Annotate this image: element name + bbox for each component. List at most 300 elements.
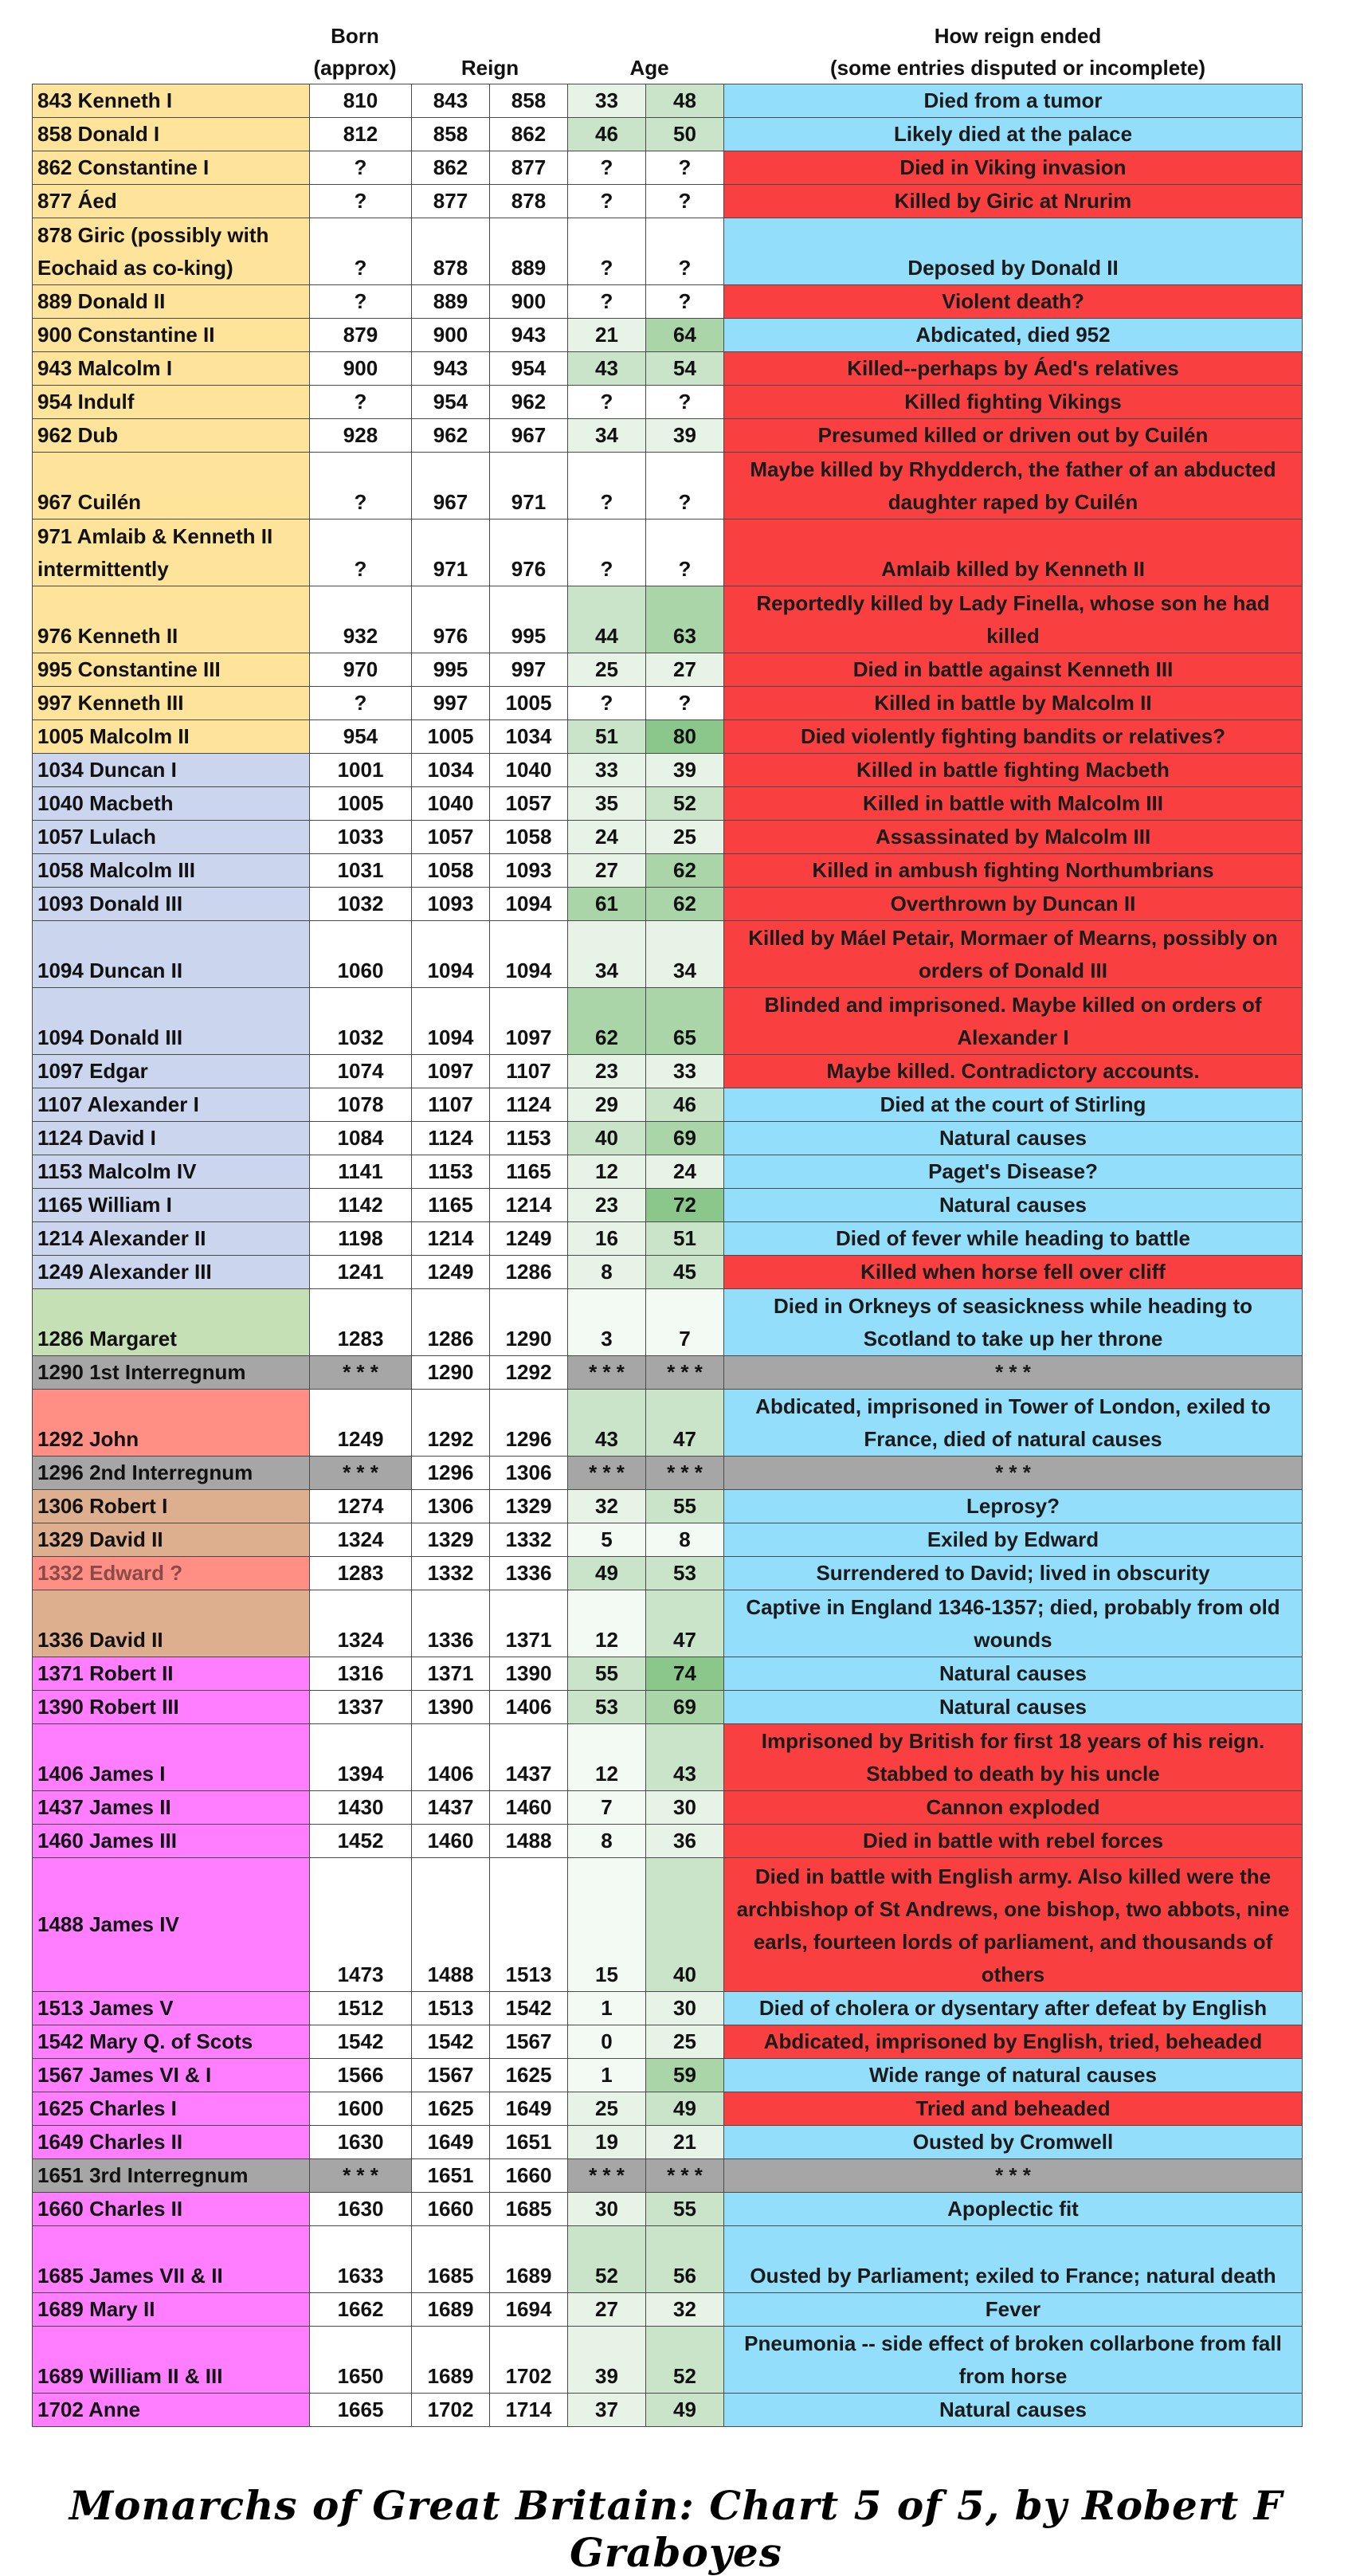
monarch-name-cell: 1460 James III <box>33 1825 310 1858</box>
how-reign-ended-cell: Overthrown by Duncan II <box>724 888 1303 921</box>
born-year-cell: 1283 <box>310 1289 412 1356</box>
age-at-start-cell: 1 <box>568 2059 646 2092</box>
monarch-name-cell: 1107 Alexander I <box>33 1088 310 1122</box>
monarch-name-cell: 1306 Robert I <box>33 1490 310 1523</box>
how-reign-ended-cell: Pneumonia -- side effect of broken collarbone from fall from horse <box>724 2327 1303 2394</box>
table-row <box>33 1189 1303 1222</box>
reign-end-cell: 1040 <box>490 754 568 787</box>
reign-end-cell: 1094 <box>490 888 568 921</box>
age-at-start-cell: 12 <box>568 1590 646 1657</box>
table-row <box>33 1657 1303 1691</box>
born-year-cell: 970 <box>310 653 412 687</box>
monarch-name-cell: 1057 Lulach <box>33 821 310 854</box>
age-at-end-cell: 55 <box>646 1490 724 1523</box>
born-header: Born <box>331 24 379 48</box>
reign-end-cell: 1306 <box>490 1457 568 1490</box>
reign-start-cell: 1040 <box>412 787 490 821</box>
age-at-start-cell: 0 <box>568 2025 646 2059</box>
reign-start-cell: 1292 <box>412 1390 490 1457</box>
reign-start-cell: 1034 <box>412 754 490 787</box>
reign-end-cell: 889 <box>490 218 568 285</box>
table-row <box>33 720 1303 754</box>
age-at-start-cell: ? <box>568 285 646 319</box>
age-at-start-cell: 25 <box>568 653 646 687</box>
table-row <box>33 1256 1303 1289</box>
how-reign-ended-cell: Killed in battle with Malcolm III <box>724 787 1303 821</box>
monarch-name-cell: 1625 Charles I <box>33 2092 310 2126</box>
born-year-cell: ? <box>310 386 412 419</box>
table-row <box>33 1590 1303 1657</box>
age-at-start-cell: 27 <box>568 854 646 888</box>
age-at-end-cell: 49 <box>646 2092 724 2126</box>
age-at-start-cell: 25 <box>568 2092 646 2126</box>
table-row <box>33 854 1303 888</box>
age-at-end-cell: 45 <box>646 1256 724 1289</box>
table-row <box>33 1457 1303 1490</box>
age-at-end-cell: 46 <box>646 1088 724 1122</box>
reign-end-cell: 1371 <box>490 1590 568 1657</box>
monarch-name-cell: 1390 Robert III <box>33 1691 310 1724</box>
table-row <box>33 1356 1303 1390</box>
reign-end-cell: 1292 <box>490 1356 568 1390</box>
born-year-cell: ? <box>310 218 412 285</box>
how-reign-ended-cell: Amlaib killed by Kenneth II <box>724 520 1303 586</box>
table-row <box>33 2327 1303 2394</box>
how-reign-ended-cell: Captive in England 1346-1357; died, probably from old wounds <box>724 1590 1303 1657</box>
how-reign-ended-cell: Died from a tumor <box>724 84 1303 118</box>
age-at-end-cell: 36 <box>646 1825 724 1858</box>
how-reign-ended-cell: Killed in ambush fighting Northumbrians <box>724 854 1303 888</box>
age-at-start-cell: 37 <box>568 2394 646 2427</box>
age-at-start-cell: * * * <box>568 1356 646 1390</box>
table-row <box>33 821 1303 854</box>
reign-end-cell: 862 <box>490 118 568 151</box>
how-reign-ended-cell: Killed in battle fighting Macbeth <box>724 754 1303 787</box>
age-at-start-cell: 23 <box>568 1055 646 1088</box>
how-reign-ended-cell: Died in battle with rebel forces <box>724 1825 1303 1858</box>
age-at-end-cell: * * * <box>646 1356 724 1390</box>
table-row <box>33 1825 1303 1858</box>
reign-start-cell: 1057 <box>412 821 490 854</box>
reign-end-cell: 976 <box>490 520 568 586</box>
monarch-name-cell: 862 Constantine I <box>33 151 310 185</box>
how-reign-ended-cell: Killed by Máel Petair, Mormaer of Mearns, possibly on orders of Donald III <box>724 921 1303 988</box>
age-at-start-cell: 19 <box>568 2126 646 2159</box>
reign-start-cell: 995 <box>412 653 490 687</box>
table-row <box>33 1791 1303 1825</box>
age-at-start-cell: ? <box>568 687 646 720</box>
born-year-cell: 900 <box>310 352 412 386</box>
monarch-name-cell: 1005 Malcolm II <box>33 720 310 754</box>
born-year-cell: 812 <box>310 118 412 151</box>
reign-start-cell: 1124 <box>412 1122 490 1155</box>
born-year-cell: 1032 <box>310 888 412 921</box>
monarch-name-cell: 889 Donald II <box>33 285 310 319</box>
how-reign-ended-cell: Apoplectic fit <box>724 2193 1303 2226</box>
table-row <box>33 1088 1303 1122</box>
how-reign-ended-cell: Abdicated, died 952 <box>724 319 1303 352</box>
table-row <box>33 1122 1303 1155</box>
table-row <box>33 754 1303 787</box>
reign-end-cell: 995 <box>490 586 568 653</box>
monarch-name-cell: 1249 Alexander III <box>33 1256 310 1289</box>
age-at-start-cell: 33 <box>568 754 646 787</box>
reign-end-cell: 1625 <box>490 2059 568 2092</box>
table-row <box>33 1992 1303 2025</box>
monarch-name-cell: 1702 Anne <box>33 2394 310 2427</box>
monarch-name-cell: 943 Malcolm I <box>33 352 310 386</box>
age-at-end-cell: ? <box>646 285 724 319</box>
reign-start-cell: 1005 <box>412 720 490 754</box>
born-year-cell: 1630 <box>310 2193 412 2226</box>
table-row <box>33 2059 1303 2092</box>
born-year-cell: 1473 <box>310 1858 412 1992</box>
born-year-cell: ? <box>310 520 412 586</box>
born-year-cell: ? <box>310 687 412 720</box>
age-at-start-cell: 39 <box>568 2327 646 2394</box>
monarch-name-cell: 1685 James VII & II <box>33 2226 310 2293</box>
reign-start-cell: 967 <box>412 453 490 520</box>
table-row <box>33 1858 1303 1992</box>
reign-start-cell: 1214 <box>412 1222 490 1256</box>
how-reign-ended-cell: Killed in battle by Malcolm II <box>724 687 1303 720</box>
reign-start-cell: 1689 <box>412 2293 490 2327</box>
reign-start-cell: 1460 <box>412 1825 490 1858</box>
how-reign-ended-cell: Wide range of natural causes <box>724 2059 1303 2092</box>
reign-end-cell: 1513 <box>490 1858 568 1992</box>
born-year-cell: 1512 <box>310 1992 412 2025</box>
reign-start-cell: 1513 <box>412 1992 490 2025</box>
table-row <box>33 185 1303 218</box>
age-at-end-cell: 56 <box>646 2226 724 2293</box>
monarch-name-cell: 1214 Alexander II <box>33 1222 310 1256</box>
reign-start-cell: 843 <box>412 84 490 118</box>
born-year-cell: ? <box>310 185 412 218</box>
age-at-end-cell: 59 <box>646 2059 724 2092</box>
monarch-name-cell: 900 Constantine II <box>33 319 310 352</box>
reign-end-cell: 1488 <box>490 1825 568 1858</box>
monarch-table <box>32 84 1303 2427</box>
age-at-end-cell: 47 <box>646 1590 724 1657</box>
reign-start-cell: 962 <box>412 419 490 453</box>
age-at-end-cell: 50 <box>646 118 724 151</box>
born-year-cell: * * * <box>310 1457 412 1490</box>
how-reign-ended-cell: Natural causes <box>724 1657 1303 1691</box>
reign-end-cell: 1660 <box>490 2159 568 2193</box>
age-at-start-cell: 52 <box>568 2226 646 2293</box>
age-at-start-cell: 8 <box>568 1825 646 1858</box>
reign-start-cell: 1390 <box>412 1691 490 1724</box>
table-row <box>33 285 1303 319</box>
born-year-cell: 1241 <box>310 1256 412 1289</box>
reign-start-cell: 1371 <box>412 1657 490 1691</box>
reign-start-cell: 1660 <box>412 2193 490 2226</box>
monarch-name-cell: 1689 Mary II <box>33 2293 310 2327</box>
table-row <box>33 988 1303 1055</box>
how-reign-ended-cell: Natural causes <box>724 1189 1303 1222</box>
monarch-name-cell: 976 Kenneth II <box>33 586 310 653</box>
table-row <box>33 787 1303 821</box>
table-row <box>33 151 1303 185</box>
how-reign-ended-cell: Died of fever while heading to battle <box>724 1222 1303 1256</box>
reign-end-cell: 1460 <box>490 1791 568 1825</box>
monarch-name-cell: 1153 Malcolm IV <box>33 1155 310 1189</box>
table-row <box>33 84 1303 118</box>
table-row <box>33 1724 1303 1791</box>
how-reign-ended-cell: Ousted by Parliament; exiled to France; natural death <box>724 2226 1303 2293</box>
monarch-name-cell: 1336 David II <box>33 1590 310 1657</box>
age-at-end-cell: 32 <box>646 2293 724 2327</box>
reign-header: Reign <box>460 56 519 80</box>
table-row <box>33 352 1303 386</box>
reign-end-cell: 1332 <box>490 1523 568 1557</box>
how-reign-ended-cell: Fever <box>724 2293 1303 2327</box>
age-at-start-cell: 62 <box>568 988 646 1055</box>
born-year-cell: 1031 <box>310 854 412 888</box>
monarch-name-cell: 1406 James I <box>33 1724 310 1791</box>
monarch-name-cell: 1513 James V <box>33 1992 310 2025</box>
born-year-cell: 810 <box>310 84 412 118</box>
reign-start-cell: 976 <box>412 586 490 653</box>
age-at-end-cell: 25 <box>646 2025 724 2059</box>
age-at-end-cell: 52 <box>646 787 724 821</box>
table-row <box>33 1289 1303 1356</box>
age-at-start-cell: 5 <box>568 1523 646 1557</box>
monarch-name-cell: 1660 Charles II <box>33 2193 310 2226</box>
monarch-name-cell: 1093 Donald III <box>33 888 310 921</box>
how-reign-ended-cell: Deposed by Donald II <box>724 218 1303 285</box>
age-at-end-cell: ? <box>646 687 724 720</box>
reign-end-cell: 1094 <box>490 921 568 988</box>
table-row <box>33 2293 1303 2327</box>
age-at-end-cell: 72 <box>646 1189 724 1222</box>
reign-end-cell: 997 <box>490 653 568 687</box>
age-at-end-cell: 30 <box>646 1992 724 2025</box>
born-year-cell: * * * <box>310 1356 412 1390</box>
reign-end-cell: 943 <box>490 319 568 352</box>
born-year-cell: ? <box>310 453 412 520</box>
born-year-cell: 1650 <box>310 2327 412 2394</box>
age-at-start-cell: ? <box>568 151 646 185</box>
how-reign-ended-cell: Presumed killed or driven out by Cuilén <box>724 419 1303 453</box>
reign-end-cell: 1406 <box>490 1691 568 1724</box>
reign-start-cell: 1093 <box>412 888 490 921</box>
reign-end-cell: 1542 <box>490 1992 568 2025</box>
age-at-end-cell: 39 <box>646 419 724 453</box>
reign-start-cell: 997 <box>412 687 490 720</box>
reign-end-cell: 1329 <box>490 1490 568 1523</box>
reign-end-cell: 1437 <box>490 1724 568 1791</box>
reign-start-cell: 1649 <box>412 2126 490 2159</box>
born-year-cell: 1630 <box>310 2126 412 2159</box>
table-row <box>33 2394 1303 2427</box>
reign-start-cell: 1651 <box>412 2159 490 2193</box>
age-at-end-cell: 49 <box>646 2394 724 2427</box>
age-header: Age <box>629 56 669 80</box>
born-year-cell: 1662 <box>310 2293 412 2327</box>
reign-end-cell: 1286 <box>490 1256 568 1289</box>
age-at-end-cell: 21 <box>646 2126 724 2159</box>
reign-start-cell: 1286 <box>412 1289 490 1356</box>
reign-start-cell: 1058 <box>412 854 490 888</box>
table-row <box>33 1490 1303 1523</box>
age-at-start-cell: ? <box>568 453 646 520</box>
monarch-name-cell: 962 Dub <box>33 419 310 453</box>
age-at-start-cell: 15 <box>568 1858 646 1992</box>
table-row <box>33 118 1303 151</box>
reign-start-cell: 878 <box>412 218 490 285</box>
monarch-name-cell: 878 Giric (possibly with Eochaid as co-king) <box>33 218 310 285</box>
reign-end-cell: 967 <box>490 419 568 453</box>
table-row <box>33 453 1303 520</box>
table-row <box>33 218 1303 285</box>
age-at-end-cell: 51 <box>646 1222 724 1256</box>
age-at-start-cell: 55 <box>568 1657 646 1691</box>
age-at-start-cell: 16 <box>568 1222 646 1256</box>
table-row <box>33 1691 1303 1724</box>
table-row <box>33 888 1303 921</box>
age-at-end-cell: 52 <box>646 2327 724 2394</box>
age-at-start-cell: 35 <box>568 787 646 821</box>
table-row <box>33 653 1303 687</box>
age-at-end-cell: 39 <box>646 754 724 787</box>
table-row <box>33 319 1303 352</box>
age-at-start-cell: 7 <box>568 1791 646 1825</box>
table-row <box>33 1557 1303 1590</box>
monarch-name-cell: 967 Cuilén <box>33 453 310 520</box>
age-at-start-cell: 51 <box>568 720 646 754</box>
age-at-start-cell: 12 <box>568 1155 646 1189</box>
born-year-cell: 1324 <box>310 1523 412 1557</box>
how-reign-ended-cell: Killed fighting Vikings <box>724 386 1303 419</box>
reign-end-cell: 1107 <box>490 1055 568 1088</box>
reign-start-cell: 1306 <box>412 1490 490 1523</box>
reign-end-cell: 1651 <box>490 2126 568 2159</box>
how-reign-ended-cell: Died of cholera or dysentary after defeat by English <box>724 1992 1303 2025</box>
how-reign-ended-cell: Cannon exploded <box>724 1791 1303 1825</box>
age-at-end-cell: ? <box>646 386 724 419</box>
age-at-start-cell: 32 <box>568 1490 646 1523</box>
born-year-cell: 1337 <box>310 1691 412 1724</box>
how-reign-ended-cell: Reportedly killed by Lady Finella, whose son he had killed <box>724 586 1303 653</box>
table-row <box>33 520 1303 586</box>
reign-start-cell: 1329 <box>412 1523 490 1557</box>
reign-end-cell: 1034 <box>490 720 568 754</box>
reign-end-cell: 1649 <box>490 2092 568 2126</box>
monarch-name-cell: 995 Constantine III <box>33 653 310 687</box>
reign-end-cell: 971 <box>490 453 568 520</box>
age-at-end-cell: 63 <box>646 586 724 653</box>
reign-start-cell: 1702 <box>412 2394 490 2427</box>
monarch-name-cell: 1371 Robert II <box>33 1657 310 1691</box>
born-year-cell: 1274 <box>310 1490 412 1523</box>
table-row <box>33 921 1303 988</box>
monarch-name-cell: 1034 Duncan I <box>33 754 310 787</box>
age-at-start-cell: 21 <box>568 319 646 352</box>
age-at-start-cell: 29 <box>568 1088 646 1122</box>
monarch-name-cell: 1097 Edgar <box>33 1055 310 1088</box>
born-year-cell: 1060 <box>310 921 412 988</box>
age-at-start-cell: 3 <box>568 1289 646 1356</box>
age-at-start-cell: 24 <box>568 821 646 854</box>
monarch-name-cell: 1329 David II <box>33 1523 310 1557</box>
age-at-end-cell: ? <box>646 151 724 185</box>
reign-start-cell: 1567 <box>412 2059 490 2092</box>
reign-end-cell: 1165 <box>490 1155 568 1189</box>
age-at-end-cell: 69 <box>646 1122 724 1155</box>
reign-end-cell: 878 <box>490 185 568 218</box>
monarch-name-cell: 954 Indulf <box>33 386 310 419</box>
born-year-cell: 1005 <box>310 787 412 821</box>
reign-end-cell: 1567 <box>490 2025 568 2059</box>
reign-start-cell: 971 <box>412 520 490 586</box>
age-at-end-cell: ? <box>646 520 724 586</box>
chart-footer-title: Monarchs of Great Britain: Chart 5 of 5, by Robert F Graboyes <box>69 2482 1283 2576</box>
table-row <box>33 1523 1303 1557</box>
born-year-cell: 1078 <box>310 1088 412 1122</box>
monarch-name-cell: 1040 Macbeth <box>33 787 310 821</box>
table-row <box>33 386 1303 419</box>
how-reign-ended-cell: Imprisoned by British for first 18 years of his reign. Stabbed to death by his uncle <box>724 1724 1303 1791</box>
reign-start-cell: 889 <box>412 285 490 319</box>
reign-end-cell: 1290 <box>490 1289 568 1356</box>
age-at-start-cell: 23 <box>568 1189 646 1222</box>
age-at-end-cell: 62 <box>646 854 724 888</box>
monarch-name-cell: 1488 James IV <box>33 1858 310 1992</box>
monarch-name-cell: 1332 Edward ? <box>33 1557 310 1590</box>
how-reign-ended-cell: Died in Orkneys of seasickness while heading to Scotland to take up her throne <box>724 1289 1303 1356</box>
how-reign-ended-cell: Abdicated, imprisoned by English, tried, beheaded <box>724 2025 1303 2059</box>
age-at-start-cell: 30 <box>568 2193 646 2226</box>
born-year-cell: 1566 <box>310 2059 412 2092</box>
reign-end-cell: 877 <box>490 151 568 185</box>
monarch-rows <box>33 84 1303 2427</box>
monarch-name-cell: 1290 1st Interregnum <box>33 1356 310 1390</box>
age-at-end-cell: 33 <box>646 1055 724 1088</box>
age-at-end-cell: 53 <box>646 1557 724 1590</box>
how-reign-ended-cell: Blinded and imprisoned. Maybe killed on orders of Alexander I <box>724 988 1303 1055</box>
age-at-end-cell: 40 <box>646 1858 724 1992</box>
how-reign-ended-cell: Died in battle against Kenneth III <box>724 653 1303 687</box>
age-at-start-cell: 43 <box>568 1390 646 1457</box>
how-reign-ended-cell: Died in battle with English army. Also killed were the archbishop of St Andrews, one bishop, two abbots, nine earls, fourteen lords of parliament, and thousands of others <box>724 1858 1303 1992</box>
born-year-cell: 1283 <box>310 1557 412 1590</box>
reign-end-cell: 1058 <box>490 821 568 854</box>
monarch-name-cell: 858 Donald I <box>33 118 310 151</box>
born-year-cell: 928 <box>310 419 412 453</box>
reign-end-cell: 1057 <box>490 787 568 821</box>
reign-start-cell: 1094 <box>412 988 490 1055</box>
age-at-end-cell: ? <box>646 185 724 218</box>
age-at-end-cell: 24 <box>646 1155 724 1189</box>
reign-start-cell: 1437 <box>412 1791 490 1825</box>
age-at-end-cell: 74 <box>646 1657 724 1691</box>
monarch-chart <box>32 20 1330 2427</box>
reign-end-cell: 1685 <box>490 2193 568 2226</box>
born-year-cell: 1084 <box>310 1122 412 1155</box>
age-at-end-cell: 47 <box>646 1390 724 1457</box>
age-at-end-cell: 55 <box>646 2193 724 2226</box>
reign-start-cell: 1290 <box>412 1356 490 1390</box>
reign-end-cell: 1336 <box>490 1557 568 1590</box>
monarch-name-cell: 1542 Mary Q. of Scots <box>33 2025 310 2059</box>
age-at-end-cell: 30 <box>646 1791 724 1825</box>
reign-end-cell: 1296 <box>490 1390 568 1457</box>
age-at-start-cell: ? <box>568 520 646 586</box>
reign-end-cell: 1689 <box>490 2226 568 2293</box>
born-year-cell: 1542 <box>310 2025 412 2059</box>
table-row <box>33 2226 1303 2293</box>
